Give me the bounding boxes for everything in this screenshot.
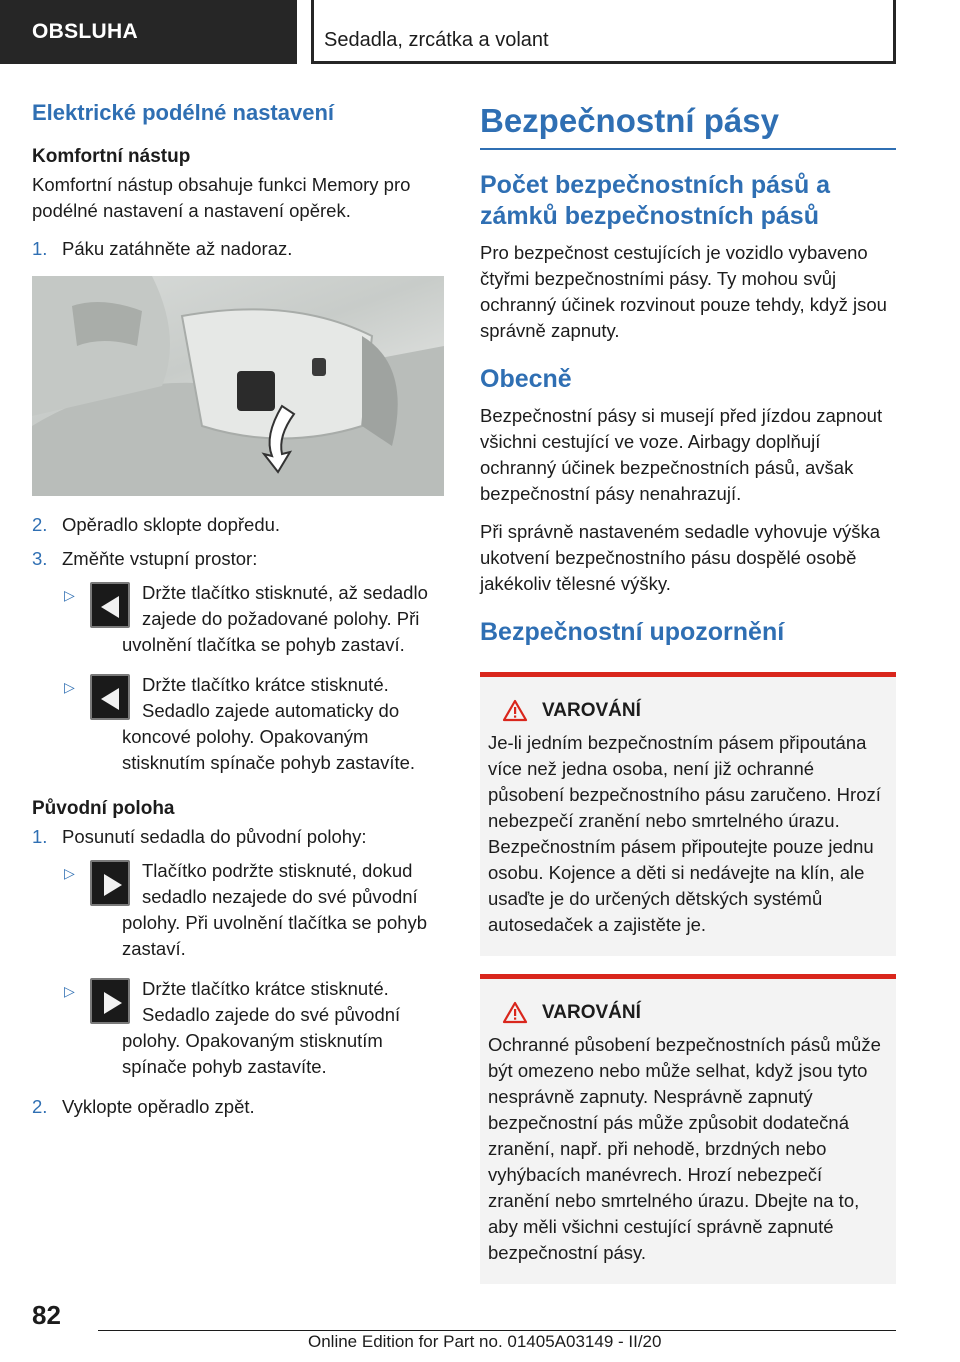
arrow-right-button-icon: [90, 978, 130, 1024]
step-number: 3.: [32, 548, 48, 569]
warning-title-row: [498, 699, 888, 722]
triangle-bullet-icon: ▷: [64, 865, 75, 881]
step-text: Opěradlo sklopte dopředu.: [62, 514, 281, 535]
seat-lever-photo: [32, 276, 444, 496]
triangle-bullet-icon: ▷: [64, 587, 75, 603]
heading-safety-notes: Bezpečnostní upozornění: [480, 618, 785, 646]
right-column: [480, 96, 896, 1284]
warning-box: [480, 672, 896, 956]
arrow-left-button-icon: [90, 674, 130, 720]
seat-lever-illustration: [32, 276, 444, 496]
page-header: [0, 0, 896, 64]
section-label: OBSLUHA: [0, 0, 297, 64]
step-number: 2.: [32, 514, 48, 535]
general-text-2: Při správně nastaveném sedadle vyhovuje výška ukotvení bezpečnostního pásu dospělé osobě jakékoliv tělesné výšky.: [480, 521, 881, 594]
sub-step: [62, 580, 444, 658]
step: [32, 236, 444, 262]
heading-belt-count: Počet bezpečnostních pásů a zámků bezpečnostních pásů: [480, 171, 831, 230]
chapter-tab: [311, 0, 896, 64]
sub-step-text: Držte tlačítko krátce stisknuté. Sedadlo zajede do své původní polohy. Opakovaným stisknutím spínače pohyb zastavíte.: [122, 978, 401, 1077]
chapter-label: Sedadla, zrcátka a volant: [314, 0, 893, 61]
heading-electric-adjust: Elektrické podélné nastavení: [32, 100, 335, 125]
step-number: 2.: [32, 1096, 48, 1117]
arrow-left-button-icon: [90, 582, 130, 628]
sub-step: [62, 976, 444, 1080]
subheading-comfort-entry: Komfortní nástup: [32, 146, 191, 167]
sub-step-text: Tlačítko podržte stisknuté, dokud sedadlo nezajede do své původní polohy. Při uvolnění tlačítka se pohyb zastaví.: [122, 860, 428, 959]
step: [32, 1094, 444, 1120]
step-text: Vyklopte opěradlo zpět.: [62, 1096, 255, 1117]
step: [32, 546, 444, 572]
left-column: [32, 96, 444, 1128]
step-text: Posunutí sedadla do původní polohy:: [62, 826, 367, 847]
warning-text: Ochranné působení bezpečnostních pásů může být omezeno nebo může selhat, když jsou tyto nesprávně zapnuty. Nesprávně zapnutý bezpečnostní pás může způsobit dodatečná zranění, např. při nehodě, brzdných nebo vyhýbacích manévrech. Hrozí nebezpečí zranění nebo smrtelného úrazu. Dbejte na to, aby měli všichni cestující správně zapnuté bezpečnostní pásy.: [488, 1034, 881, 1263]
subheading-original-position: Původní poloha: [32, 798, 175, 819]
step: [32, 824, 444, 850]
step-number: 1.: [32, 826, 48, 847]
chapter-title: Bezpečnostní pásy: [480, 102, 896, 150]
step-number: 1.: [32, 238, 48, 259]
edition-text: Online Edition for Part no. 01405A03149 - II/20: [308, 1332, 662, 1351]
step: [32, 512, 444, 538]
sub-step: [62, 858, 444, 962]
heading-general: Obecně: [480, 365, 572, 393]
triangle-bullet-icon: ▷: [64, 679, 75, 695]
intro-text: Komfortní nástup obsahuje funkci Memory pro podélné nastavení a nastavení opěrek.: [32, 174, 411, 221]
belt-count-text: Pro bezpečnost cestujících je vozidlo vybaveno čtyřmi bezpečnostními pásy. Ty mohou svůj ochranný účinek rozvinout pouze tehdy, když jsou správně zapnuty.: [480, 242, 887, 341]
sub-step-text: Držte tlačítko stisknuté, až sedadlo zajede do požadované polohy. Při uvolnění tlačítka se pohyb zastaví.: [122, 582, 428, 655]
footer-divider: [98, 1330, 896, 1331]
triangle-bullet-icon: ▷: [64, 983, 75, 999]
step-text: Páku zatáhněte až nadoraz.: [62, 238, 293, 259]
page-number: 82: [32, 1300, 61, 1330]
arrow-right-button-icon: [90, 860, 130, 906]
warning-title: VAROVÁNÍ: [542, 699, 641, 721]
warning-triangle-icon: [502, 1001, 528, 1024]
sub-step-text: Držte tlačítko krátce stisknuté. Sedadlo zajede automaticky do koncové polohy. Opakovaným stisknutím spínače pohyb zastavíte.: [122, 674, 416, 773]
warning-title-row: [498, 1001, 888, 1024]
warning-triangle-icon: [502, 699, 528, 722]
warning-box: [480, 974, 896, 1284]
warning-text: Je-li jedním bezpečnostním pásem připoutána více než jedna osoba, není již ochranné působení bezpečnostního pásu zaručeno. Hrozí nebezpečí zranění nebo smrtelného úrazu. Bezpečnostním pásem připoutejte pouze jednu osobu. Kojence a děti si nedávejte na klín, ale usaďte je do určených dětských systémů autosedaček a zajistěte je.: [488, 732, 881, 935]
step-text: Změňte vstupní prostor:: [62, 548, 258, 569]
warning-title: VAROVÁNÍ: [542, 1001, 641, 1023]
sub-step: [62, 672, 444, 776]
general-text-1: Bezpečnostní pásy si musejí před jízdou zapnout všichni cestující ve voze. Airbagy doplňují ochranný účinek bezpečnostních pásů, avšak bezpečnostní pásy nenahrazují.: [480, 405, 883, 504]
